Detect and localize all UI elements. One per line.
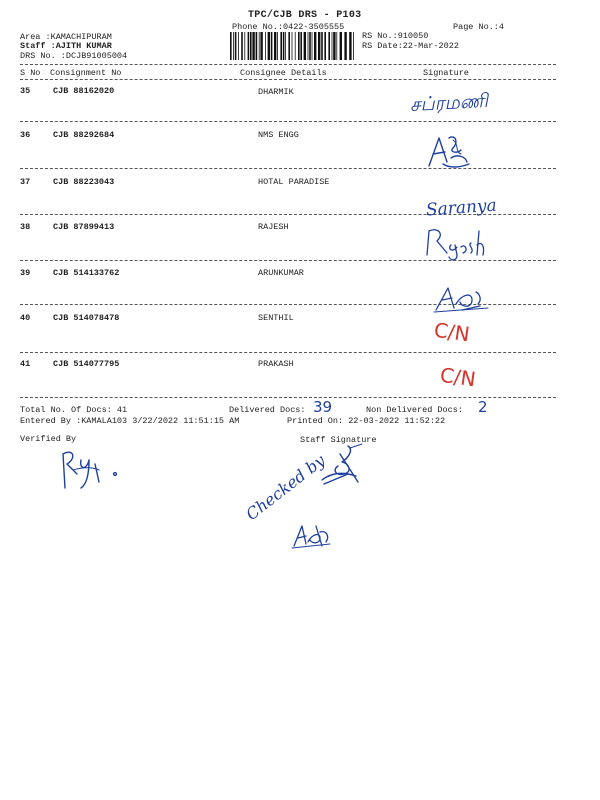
- barcode-bar: [277, 32, 278, 60]
- row-35-consignment: CJB 88162020: [53, 86, 115, 96]
- signature-row-38: [423, 225, 495, 263]
- signature-row-35: சப்ரமணி: [409, 89, 489, 117]
- signature-row-37: Saranya: [425, 195, 498, 221]
- col-sno: S No: [20, 68, 41, 78]
- row-40-consignment: CJB 514078478: [53, 313, 120, 323]
- row-41-consignee: PRAKASH: [258, 359, 294, 369]
- barcode-bar: [333, 32, 335, 60]
- barcode-bar: [244, 32, 245, 60]
- printed-on: Printed On: 22-03-2022 11:52:22: [287, 416, 446, 426]
- barcode-bar: [292, 32, 293, 60]
- row-40-consignee: SENTHIL: [258, 313, 294, 323]
- header-rule-bottom: [20, 79, 556, 80]
- phone-number: Phone No.:0422-3505555: [232, 22, 345, 32]
- staff-field: Staff :AJITH KUMAR: [20, 41, 112, 51]
- non-delivered-docs-label: Non Delivered Docs:: [366, 405, 463, 415]
- barcode-bar: [241, 32, 243, 60]
- barcode-bar: [295, 32, 296, 60]
- barcode-bar: [283, 32, 285, 60]
- row-36-consignee: NMS ENGG: [258, 130, 299, 140]
- row-36-sno: 36: [20, 130, 31, 140]
- row-divider: [20, 168, 556, 169]
- row-35-consignee: DHARMIK: [258, 87, 294, 97]
- row-divider: [20, 352, 556, 353]
- checked-by-note: Checked by: [242, 450, 329, 524]
- row-37-sno: 37: [20, 177, 31, 187]
- row-38-consignment: CJB 87899413: [53, 222, 115, 232]
- barcode-bar: [250, 32, 252, 60]
- barcode-bar: [300, 32, 302, 60]
- col-signature: Signature: [423, 68, 469, 78]
- total-docs: Total No. Of Docs: 41: [20, 405, 128, 415]
- barcode-bar: [285, 32, 286, 60]
- barcode-bar: [298, 32, 300, 60]
- barcode-bar: [235, 32, 237, 60]
- barcode: [230, 32, 354, 60]
- entered-by: Entered By :KAMALA103 3/22/2022 11:51:15 AM: [20, 416, 240, 426]
- delivered-docs-value: 39: [313, 398, 333, 416]
- barcode-bar: [309, 32, 311, 60]
- row-35-sno: 35: [20, 86, 31, 96]
- checked-by-signature: [290, 518, 334, 552]
- rs-number: RS No.:910050: [362, 31, 429, 41]
- row-38-consignee: RAJESH: [258, 222, 289, 232]
- rs-date: RS Date:22-Mar-2022: [362, 41, 459, 51]
- barcode-bar: [332, 32, 333, 60]
- barcode-bar: [256, 32, 258, 60]
- barcode-bar: [308, 32, 309, 60]
- row-41-sno: 41: [20, 359, 31, 369]
- row-40-sno: 40: [20, 313, 31, 323]
- barcode-bar: [252, 32, 254, 60]
- table-bottom-rule: [20, 397, 556, 398]
- verified-by-signature: [55, 444, 125, 492]
- col-consignee: Consignee Details: [240, 68, 327, 78]
- barcode-bar: [304, 32, 306, 60]
- barcode-bar: [340, 32, 342, 60]
- row-41-consignment: CJB 514077795: [53, 359, 120, 369]
- barcode-bar: [336, 32, 337, 60]
- barcode-bar: [274, 32, 276, 60]
- barcode-bar: [271, 32, 273, 60]
- barcode-bar: [280, 32, 282, 60]
- row-38-sno: 38: [20, 222, 31, 232]
- row-divider: [20, 121, 556, 122]
- col-consignment: Consignment No: [50, 68, 122, 78]
- report-title: TPC/CJB DRS - P103: [248, 10, 362, 21]
- barcode-bar: [312, 32, 313, 60]
- non-delivered-docs-value: 2: [478, 398, 488, 416]
- barcode-bar: [259, 32, 260, 60]
- barcode-bar: [324, 32, 326, 60]
- barcode-bar: [265, 32, 266, 60]
- row-37-consignee: HOTAL PARADISE: [258, 177, 330, 187]
- signature-row-39: [432, 284, 492, 316]
- verified-by-label: Verified By: [20, 434, 77, 444]
- barcode-bar: [233, 32, 234, 60]
- staff-signature-label: Staff Signature: [300, 435, 377, 445]
- signature-row-40: C/N: [432, 317, 472, 347]
- barcode-bar: [230, 32, 232, 60]
- barcode-bar: [314, 32, 316, 60]
- barcode-bar: [288, 32, 290, 60]
- barcode-bar: [344, 32, 346, 60]
- delivered-docs-label: Delivered Docs:: [229, 405, 306, 415]
- row-39-consignee: ARUNKUMAR: [258, 268, 304, 278]
- barcode-bar: [353, 32, 354, 60]
- barcode-bar: [260, 32, 262, 60]
- barcode-bar: [248, 32, 250, 60]
- row-36-consignment: CJB 88292684: [53, 130, 115, 140]
- barcode-bar: [268, 32, 270, 60]
- drs-number: DRS No. :DCJB91005004: [20, 51, 128, 61]
- barcode-bar: [321, 32, 323, 60]
- row-39-consignment: CJB 514133762: [53, 268, 120, 278]
- area-field: Area :KAMACHIPURAM: [20, 32, 112, 42]
- barcode-bar: [328, 32, 330, 60]
- barcode-bar: [238, 32, 239, 60]
- page-number: Page No.:4: [453, 22, 505, 32]
- signature-row-36: [425, 132, 471, 172]
- header-rule-top: [20, 64, 556, 65]
- row-37-consignment: CJB 88223043: [53, 177, 115, 187]
- signature-row-41: C/N: [438, 362, 478, 392]
- barcode-bar: [318, 32, 320, 60]
- row-39-sno: 39: [20, 268, 31, 278]
- barcode-bar: [349, 32, 351, 60]
